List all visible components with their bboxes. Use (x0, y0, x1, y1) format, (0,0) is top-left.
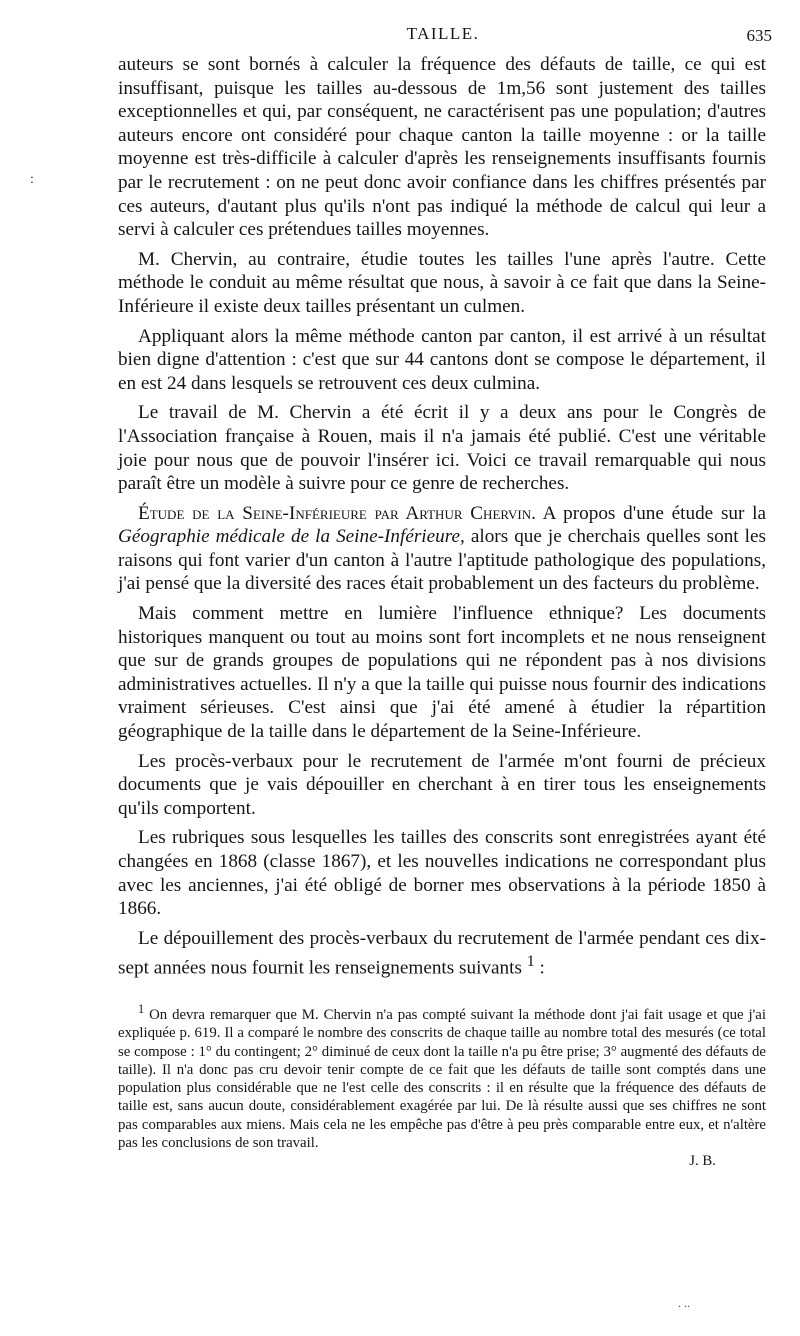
study-text-after: alors que je cherchais quelles sont les raisons qui font varier d'un canton à l'autre l'aptitude pathologique des populations, j'ai pensé que la diversité des races était probablement un des facteurs du problème. (118, 526, 766, 595)
page-number: 635 (746, 26, 772, 45)
running-title: TAILLE. (406, 24, 480, 43)
study-italic-title: Géographie médicale de la Seine-Inférieure, (118, 526, 465, 548)
study-text-before: A propos d'une étude sur la (535, 502, 766, 524)
last-paragraph-text: Le dépouillement des procès-verbaux du recrutement de l'armée pendant ces dix-sept années nous fournit les renseignements suivants (118, 927, 766, 979)
footnote-signature: J. B. (689, 1153, 716, 1170)
footnote-text: On devra remarquer que M. Chervin n'a pas compté suivant la méthode dont j'ai fait usage et que j'ai expliquée p. 619. Il a comparé le nombre des conscrits de chaque taille au nombre total des mesurés (ce total se compose : 1° du contingent; 2° diminué de ceux dont la taille n'a pu être prise; 3° augmenté des défauts de taille). Il n'a donc pas cru devoir tenir compte de ce fait que les défauts de taille sont comptés dans une population plus considérable que ne l'est celle des conscrits : il en résulte que la fréquence des défauts de taille est, sans aucun doute, considérablement exagérée par lui. De là résulte aussi que ses chiffres ne sont pas comparables aux miens. Mais cela ne les empêche pas d'être à peu près comparable entre eux, et n'altère pas les conclusions de son travail. (118, 1006, 766, 1151)
footnote (118, 1000, 766, 1152)
paragraph: Le travail de M. Chervin a été écrit il y a deux ans pour le Congrès de l'Association française à Rouen, mais il n'a jamais été publié. C'est une véritable joie pour nous que de pouvoir l'insérer ici. Voici ce travail remarquable qui nous paraît être un modèle à suivre pour ce genre de recherches. (118, 402, 766, 495)
last-paragraph-end: : (534, 957, 545, 979)
margin-mark: : (30, 172, 34, 187)
bottom-mark: . .. (678, 1296, 690, 1310)
footnotes (118, 1000, 766, 1171)
study-paragraph (118, 502, 766, 596)
footnote-marker: 1 (138, 1002, 145, 1016)
paragraph: Les rubriques sous lesquelles les tailles des conscrits sont enregistrées ayant été changées en 1868 (classe 1867), et les nouvelles indications ne correspondant plus avec les anciennes, j'ai été obligé de borner mes observations à la période 1850 à 1866. (118, 827, 766, 920)
paragraph-last (118, 927, 766, 981)
paragraph-continuation: auteurs se sont bornés à calculer la fréquence des défauts de taille, ce qui est insuffisant, puisque les tailles au-dessous de 1m,56 sont justement des tailles exceptionnelles et qui, par conséquent, ne caractérisent pas une population; d'autres auteurs encore ont considéré pour chaque canton la taille moyenne : or la taille moyenne est très-difficile à calculer d'après les renseignements insuffisants fournis par le recrutement : on ne peut donc avoir confiance dans les chiffres présentés par ces auteurs, d'autant plus qu'ils n'ont pas indiqué la méthode de calcul qui leur a servi à calculer ces prétendues tailles moyennes. (118, 54, 766, 241)
study-heading: Étude de la Seine-Inférieure par Arthur Chervin. (138, 502, 536, 524)
running-header (118, 24, 772, 48)
main-text (118, 53, 766, 986)
footnote-reference: 1 (526, 953, 535, 971)
paragraph: Appliquant alors la même méthode canton par canton, il est arrivé à un résultat bien digne d'attention : c'est que sur 44 cantons dont se compose le département, il en est 24 dans lesquels se retrouvent ces deux culmina. (118, 325, 766, 394)
paragraph: Mais comment mettre en lumière l'influence ethnique? Les documents historiques manquent ou tout au moins sont fort incomplets et ne nous renseignent que sur de grands groupes de populations qui ne répondent pas à nos divisions administratives actuelles. Il n'y a que la taille qui puisse nous fournir des indications vraiment sérieuses. C'est ainsi que j'ai été amené à étudier la répartition géographique de la taille dans le département de la Seine-Inférieure. (118, 603, 766, 743)
paragraph: M. Chervin, au contraire, étudie toutes les tailles l'une après l'autre. Cette méthode le conduit au même résultat que nous, à savoir à ce fait que dans la Seine-Inférieure il existe deux tailles présentant un culmen. (118, 248, 766, 317)
paragraph: Les procès-verbaux pour le recrutement de l'armée m'ont fourni de précieux documents que je vais dépouiller en cherchant à en tirer tous les enseignements qu'ils comportent. (118, 750, 766, 819)
